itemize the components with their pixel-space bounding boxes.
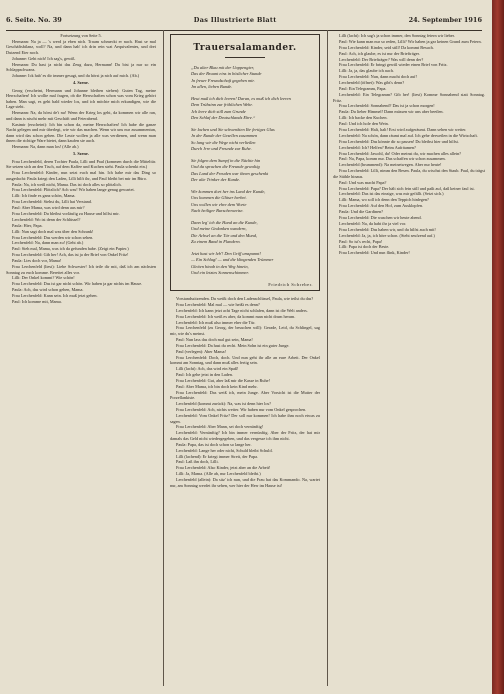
paragraph: Lerchenfeld: Vernünftig? Ich bin immer vernünftig. Aber der Fritz, der hat mir damals das Geld nicht wiedergegeben, und das vergesse ich ihm nicht. <box>170 430 320 441</box>
paragraph: Hermann: Na, da hörst de't nu! Wenn der Krieg los geht, da kommen wir alle ran, und dann is nischt mehr mit Geschäft und Feierabend. <box>6 110 156 121</box>
paragraph: Frau Lerchenfeld: Plötzlich? Ach was! Wir haben lange genug gewartet. <box>12 187 135 193</box>
paragraph: Lilli: Ja, ja, das glaube ich auch. <box>339 68 394 74</box>
paragraph: Paul: Aber Mama, was wird denn aus mir? <box>12 205 85 211</box>
paragraph: Frau Lerchenfeld: Ich weiß es aber, da kommt man nicht drum herum. <box>176 313 296 319</box>
column-rule <box>163 30 164 686</box>
paragraph: Frau Lerchenfeld: Ach, nichts weiter. Wir haben nur vom Onkel gesprochen. <box>176 407 307 413</box>
poem-line: Uns wollen wir ehre dem Worte <box>191 201 247 207</box>
paragraph: 4. Szene. <box>73 80 89 86</box>
paragraph: Frau Lerchenfeld: Kann sein. Ich muß jetzt gehen. <box>12 293 98 299</box>
paragraph: Frau Lerchenfeld: Die waschen wir heute abend. <box>339 215 422 221</box>
paragraph: Lerchenfeld (allein): Da sitz' ich nun, und die Frau hat das Kommando. Na, wartet nur, am Sonntag werdet ihr sehen, wer hier der Herr im Hause ist! <box>170 477 320 488</box>
paragraph: Paul (verlegen): Aber Mama! <box>176 348 226 354</box>
paragraph: Lerchenfeld: Der Briefträger? Was will denn der? <box>339 56 424 62</box>
paragraph: Lerchenfeld: Na, da habt ihr ja viel vor. <box>339 220 407 226</box>
poem-line: Der alte Trinker der Kunde. <box>191 177 241 183</box>
paragraph: Lilli (lacht): Ach, das wird ein Spaß! <box>176 366 239 372</box>
paragraph: Frau Lerchenfeld: Gut, aber laß mir die Kasse in Ruhe! <box>176 377 270 383</box>
paragraph: Paul: Und was macht Papa? <box>339 179 387 185</box>
page-number: 6. Seite. No. 39 <box>6 16 62 24</box>
paragraph: Frau Lerchenfeld: Sonnabend? Das ist ja schon morgen! <box>339 103 435 109</box>
paragraph: Fortsetzung von Seite 5. <box>60 33 102 38</box>
paragraph: Vorstandssitzenden. Du weißt doch den Ladenschlüssel, Paula, wie teilst du das? <box>176 296 314 301</box>
paragraph: Paul: Na, Papa, komm nur. Das schaffen wir schon zusammen. <box>339 156 446 162</box>
poem-stanza <box>191 251 313 277</box>
paragraph: Frau Lerchenfeld (zu Georg, der besuchen will): Gerade, Leid, du Schlingel, sag mir, wie du's meinst. <box>170 325 320 337</box>
paragraph: Lerchenfeld (kommt zurück): Na, was ist denn hier los? <box>176 401 272 407</box>
poem-stanza <box>191 65 313 91</box>
paragraph: Frau Lerchenfeld: Mal mal — wie heißt es denn? <box>176 301 260 307</box>
paragraph: Frau Lerchenfeld: Das werden wir schon sehen. <box>12 234 94 240</box>
poem-line: Den Schlaf der Deutschlands Ehre.“ <box>191 115 256 121</box>
text-column-3 <box>333 33 485 686</box>
poem-line: Und da sprachen die Freunde gewaltig <box>191 164 260 170</box>
paragraph: Lilli: Der Onkel kommt? Wie schön! <box>12 275 75 281</box>
paragraph: Lilli: Nun sagt doch mal was über den Schrank! <box>12 228 94 234</box>
paragraph: Lilli: Mama, wo soll ich denn den Teppich hinlegen? <box>339 197 429 203</box>
paragraph: Lerchenfeld (brummend): Na meinetwegen. Aber nur heute! <box>339 162 442 168</box>
paragraph: Lilli (lachend): Er kriegt immer Streit, der Papa. <box>176 453 259 459</box>
paragraph: Frau Lerchenfeld: Da hast du recht. Mein Sohn ist ein guter Junge. <box>176 342 290 348</box>
paragraph: Frau Lerchenfeld: Gib her! Ach, das ist ja der Brief von Onkel Fritz! <box>12 252 129 258</box>
paragraph: Paula: Na, ich weiß nicht, Mama. Das ist doch alles so plötzlich. <box>12 181 122 187</box>
poem-line: Wir kommen dort her ins Land der Kunde, <box>191 188 266 194</box>
poem-line: So lang wir die Wege nicht verließen <box>191 139 256 145</box>
paragraph: Paul: Und ich hole den Wein. <box>339 121 389 127</box>
text-column-2 <box>170 33 320 686</box>
paragraph: Lilli: Ich backe den Kuchen. <box>339 115 388 121</box>
poem-line: Sie lachen und Sie schwenkten Ihr fertiges Glas <box>191 126 275 132</box>
paragraph: Paula: Du lieber Himmel! Dann müssen wir uns aber beeilen. <box>339 109 444 115</box>
paragraph: Lerchenfeld: Ich muß also immer eher die Tür. <box>176 319 256 325</box>
poem-line: Jch leere dich still zum Grunde <box>191 108 246 114</box>
paragraph: Frau Lerchenfeld: Halt, halt! Erst wird aufgeräumt. Dann sehen wir weiter. <box>339 126 467 132</box>
poem-line: Durch Jrre und Freunde zur Ruhe. <box>191 146 252 152</box>
poem-line: Jn der Runde der Gesellen zusammen <box>191 133 258 139</box>
paragraph: Frau Lerchenfeld: Und nun flink, Kinder! <box>339 250 410 256</box>
paragraph: Paul: Sieh mal, Mama, was ich da gefunden habe. (Zeigt ein Papier.) <box>12 246 129 252</box>
paragraph: Frau Lerchenfeld: Papa? Der hält sich fein still und paßt auf, daß keiner faul ist. <box>339 185 475 191</box>
poem-stanza <box>191 220 313 246</box>
paragraph: Paul: Ich gehe jetzt in den Laden. <box>176 371 233 377</box>
paragraph: Frau Lerchenfeld: Aber Mann, sei doch vernünftig! <box>176 424 264 430</box>
paragraph: Hermann: Du hast ja nicht das Zeug dazu, Hermann! Du bist ja nur so ein Schlappschwanz. <box>6 61 156 73</box>
paragraph: Lilli: Ja, Mama. (Alle ab, nur Lerchenfeld bleibt.) <box>176 471 261 477</box>
paragraph: Lerchenfeld: Na, dann man zu! (Geht ab.) <box>12 240 84 246</box>
poem-line: Und ein letztes Sonnenschimmer. <box>191 270 249 276</box>
paragraph: Paula: Und die Gardinen? <box>339 209 384 215</box>
paragraph: Johanne: Geht nich! Ich sag's, gewiß. <box>12 55 76 61</box>
paragraph: Lerchenfeld: Das ist das einzige, was mir gefällt. (Setzt sich.) <box>339 191 444 197</box>
paragraph: Lerchenfeld: Na schön, dann räumt mal auf. Ich gehe derweilen in die Wirtschaft. <box>339 132 478 138</box>
poem-box <box>170 34 320 291</box>
paragraph: Lerchenfeld: Ich kann jetzt acht Tage nicht schlafen, dann ist die Welt anders. <box>176 307 308 313</box>
poem-stanza <box>191 158 313 184</box>
paragraph: Frau Lerchenfeld, deren Tochter Paula, Lilli und Paul (kommen durch die Mitteltür. Sie setzen sich an den Tisch, auf dem Kaffee und Kuchen steht. Paula schenkt ein.) <box>6 158 156 170</box>
paragraph: Frau Lerchenfeld: Lilli, nimm den Besen. Paula, du wischst den Staub. Paul, du trägst die Stühle hinaus. <box>333 168 485 179</box>
poem-line: Jm allen, lieben Bunde. <box>191 84 233 90</box>
poem-line: Das der Bruant eins in böslicher Stunde <box>191 71 262 77</box>
paragraph: Georg (erscheint, Hermann und Johanne bleiben stehen): Guten Tag, meine Herrschaften! Ich wollte mal fragen, ob die Herrschaften schon was vom Krieg gehört haben. Man sagt, es geht bald wieder los, und ich möchte mich erkundigen, wie die Lage steht. <box>6 87 156 110</box>
paragraph: Frau Lerchenfeld: Doch, doch. Und nun geht ihr alle an eure Arbeit. Der Onkel kommt am Sonntag, und dann muß alles fertig sein. <box>170 354 320 366</box>
issue-date: 24. September 1916 <box>408 16 482 24</box>
poem-line: Die Achsel an die Tür und den Mund, <box>191 232 258 238</box>
poem-line: Jn freuer Freundschaft gegeben mir. <box>191 77 255 83</box>
paragraph: Frau Lerchenfeld: Nun, dann macht doch auf! <box>339 74 418 80</box>
paragraph: Paula: Papa, das ist doch schon so lange her. <box>176 441 252 447</box>
poem-line: Nach heiliger Burschenweise. <box>191 208 244 214</box>
paragraph: Lerchenfeld: Lange her oder nicht, Schuld bleibt Schuld. <box>176 447 273 453</box>
newspaper-title: Das Illustrierte Blatt <box>193 16 277 24</box>
paragraph: Paul: Ach, ich glaube, es ist nur der Briefträger. <box>339 50 420 56</box>
paragraph: Frau Lerchenfeld: Das haben wir, und du hilfst auch mit! <box>339 226 436 232</box>
paragraph: Kasimir (erscheint): Ich bin schon da, meine Herrschaften! Ich habe die ganze Nacht gelegen und mir überlegt, wie wir das machen. Wenn wir uns nur zusammentun, dann wird das schon gehen. Die Leute wollen ja alle was verdienen, und wenn man ihnen die richtige Ware bietet, dann kaufen sie auch. <box>6 121 156 144</box>
paragraph: Johanne: Ick hab' es dir immer gesagt, und du hörst ja nich auf mich. (Ab.) <box>12 73 140 79</box>
paragraph: Frau Lerchenfeld: Kinder, nun setzt euch mal hin. Ich habe mir das Ding so ausgedacht: Paula kriegt den Laden, Lilli hilft ihr, und Paul bleibt bei mir im Büro. <box>6 170 156 181</box>
text-column-1 <box>6 33 156 686</box>
paragraph: Lerchenfeld: Ich? Helfen? Beim Aufräumen? <box>339 144 416 150</box>
paragraph: Frau Lerchenfeld: Du bleibst vorläufig zu Hause und hilfst mir. <box>12 210 120 216</box>
paragraph: Frau Lerchenfeld: Auf den Hof, zum Ausklopfen. <box>339 203 424 209</box>
poem-author: Friedrich Schreber. <box>268 281 313 287</box>
paragraph: Frau Lerchenfeld: Das weiß ich, mein Junge. Aber Vorsicht ist die Mutter der Porzellankiste. <box>170 389 320 401</box>
paragraph: Lerchenfeld (öffnet): Was gibt's denn? <box>339 80 405 86</box>
paragraph: Lilli: Ich finde es ganz schön, Mama. <box>12 193 76 199</box>
paragraph: Paul: Aber Mama, ich bin doch kein Kind mehr. <box>176 383 258 389</box>
poem-line: Jetzt hast wir leb'! Den Griff umspannt! <box>191 250 261 256</box>
paragraph: Frau Lerchenfeld: Siehst du, Lilli hat Verstand. <box>12 199 92 205</box>
poem-stanza <box>191 96 313 122</box>
paragraph: Paula: Lies doch vor, Mama! <box>12 258 62 264</box>
paragraph: Paula: Hier, Papa. <box>12 222 43 228</box>
poem-line: Heut muß ich dich leeren! Daran, es muß ich dich leeren <box>191 95 291 101</box>
paragraph: Frau Lerchenfeld: Kinder, seid still! Da kommt Besuch. <box>339 44 434 50</box>
poem-line: Und meine Gedanken wandern, <box>191 226 247 232</box>
column-rule <box>327 30 328 686</box>
paragraph: Lerchenfeld: Ein Telegramm? Gib her! (liest) Komme Sonnabend statt Sonntag. Fritz. <box>333 91 485 103</box>
binding-spine <box>492 0 504 694</box>
paragraph: Paul: Nun lass das doch mal gut sein, Mama! <box>176 336 253 342</box>
poem-line: Zu einem Band in Flandern. <box>191 239 241 245</box>
paragraph: Paul: Ich komme mit, Mama. <box>12 299 62 305</box>
poem-line: Dann leg' ich die Hand an die Kunde, <box>191 219 258 225</box>
paragraph: Frau Lerchenfeld: Also Kinder, jetzt aber an die Arbeit! <box>176 465 271 471</box>
page-header <box>6 16 482 31</box>
paragraph: Hermann: Na ja — 's werd ja eben nich. Traum schmeckt er nach. Hast se mal Geschäftsbilanz, woll? Na, und dann hab' ich drin rein wat Aequivalentes, und drei Dutzend Eier noch. <box>6 38 156 56</box>
poem-line: „Du alter Blau mit der Uappengier, <box>191 64 254 70</box>
poem-stanza <box>191 189 313 215</box>
poem-line: Sie folgen dem Sumpf in die Nächte hin <box>191 157 261 163</box>
paragraph: Frau Lerchenfeld: Jawohl, du! Oder meinst du, wir machen alles allein? <box>339 150 462 156</box>
paragraph: Lerchenfeld: Vom Onkel Fritz? Der soll nur kommen! Ich habe ihm noch etwas zu sagen. <box>170 412 320 424</box>
poem-line: Gleiten hinab in den Weg hinein, <box>191 263 249 269</box>
poem-stanza <box>191 127 313 153</box>
paragraph: Lilli: Papa ist doch der Beste. <box>339 244 390 250</box>
title-rule <box>225 57 265 58</box>
poem-line: Dem Trübsinn zur fröhlichen Wehr. <box>191 102 253 108</box>
paragraph: Lerchenfeld: Ja, ja, ich höre schon. (Steht seufzend auf.) <box>339 232 435 238</box>
paragraph: Frau Lerchenfeld (liest): Liebe Schwester! Ich teile dir mit, daß ich am nächsten Sonntag zu euch komme. Bereitet alles vor. <box>6 263 156 275</box>
paragraph: 5. Szene. <box>73 151 89 157</box>
paragraph: Paul: Wie kann man nur so reden, Lilli? Wir haben ja gar keinen Grund zum Feiern. <box>339 38 482 44</box>
paragraph: Paula: Ach, das wird schon gehen, Mama. <box>12 287 84 293</box>
paragraph: Paul: Ein Telegramm, Papa. <box>339 86 387 92</box>
poem-line: — Ein Schlag! — und die klingenden Trümmer <box>191 257 274 263</box>
paragraph: Frau Lerchenfeld: Er bringt gewiß wieder einen Brief von Fritz. <box>339 62 448 68</box>
poem-line: Uns kommen die Gläser herbei. <box>191 195 247 201</box>
paragraph: Frau Lerchenfeld: Das könnte dir so passen! Du bleibst hier und hilfst. <box>339 138 459 144</box>
paragraph: Paul: So ist's recht, Papa! <box>339 238 383 244</box>
poem-title: Trauersalamander. <box>193 43 297 53</box>
poem-line: Das Land der Freuden war ihnen geschenkt <box>191 170 269 176</box>
paragraph: Paul: Laß ihn doch, Lilli. <box>176 459 219 465</box>
paragraph: Hermann: Na, dann man los! (Alle ab.) <box>12 144 79 150</box>
paragraph: Lilli (lacht): Ich sag's ja schon immer, den Sonntag feiern wir lieber. <box>339 33 455 38</box>
paragraph: Frau Lerchenfeld: Das ist gar nicht schön. Wir haben ja gar nichts im Hause. <box>12 281 143 287</box>
paragraph: Lerchenfeld: Wo ist denn der Schlüssel? <box>12 216 81 222</box>
